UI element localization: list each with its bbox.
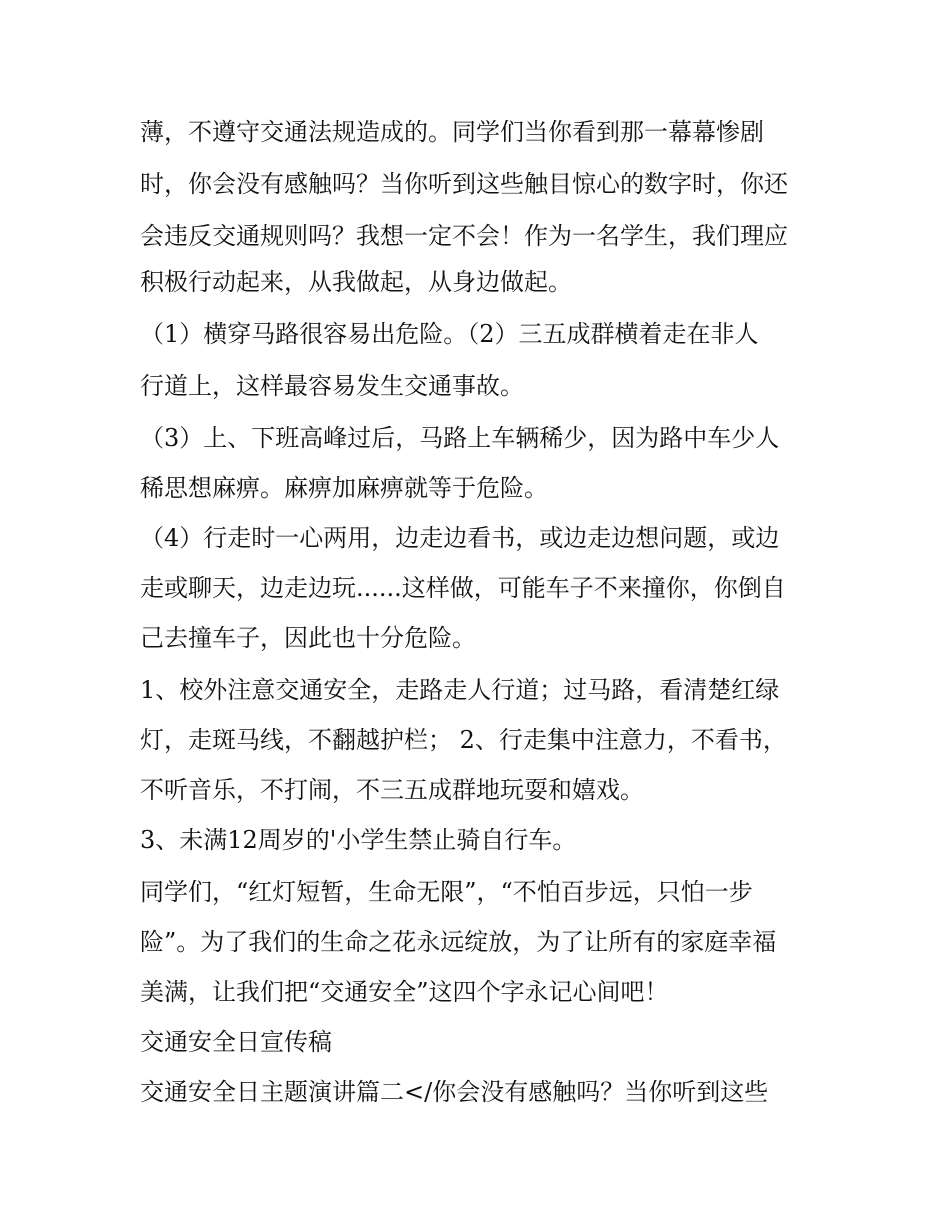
text-line: 1、校外注意交通安全，走路走人行道；过马路，看清楚红绿: [140, 676, 780, 704]
text-line: 3、未满12周岁的'小学生禁止骑自行车。: [140, 826, 577, 854]
section-title: 交通安全日宣传稿: [140, 1028, 332, 1056]
text-line: （1）横穿马路很容易出危险。（2）三五成群横着走在非人: [140, 320, 759, 348]
text-line: 稀思想麻痹。麻痹加麻痹就等于危险。: [140, 474, 548, 502]
text-line: 走或聊天，边走边玩......这样做，可能车子不来撞你，你倒自: [140, 574, 786, 602]
text-line: 美满，让我们把“交通安全”这四个字永记心间吧！: [140, 978, 669, 1006]
text-line: 积极行动起来，从我做起，从身边做起。: [140, 268, 572, 296]
text-line: 灯，走斑马线，不翻越护栏； 2、行走集中注意力，不看书，: [140, 726, 787, 754]
text-line: 不听音乐，不打闹，不三五成群地玩耍和嬉戏。: [140, 776, 644, 804]
text-line: 险”。为了我们的生命之花永远绽放，为了让所有的家庭幸福: [140, 928, 777, 956]
text-line: （3）上、下班高峰过后，马路上车辆稀少，因为路中车少人: [140, 424, 780, 452]
text-line: 交通安全日主题演讲篇二</你会没有感触吗？当你听到这些: [140, 1078, 769, 1106]
text-line: （4）行走时一心两用，边走边看书，或边走边想问题，或边: [140, 524, 780, 552]
text-line: 时，你会没有感触吗？当你听到这些触目惊心的数字时，你还: [140, 170, 788, 198]
text-line: 薄，不遵守交通法规造成的。同学们当你看到那一幕幕惨剧: [140, 118, 764, 146]
text-line: 会违反交通规则吗？我想一定不会！作为一名学生，我们理应: [140, 222, 788, 250]
text-line: 己去撞车子，因此也十分危险。: [140, 624, 476, 652]
text-line: 行道上，这样最容易发生交通事故。: [140, 372, 524, 400]
text-line: 同学们，“红灯短暂，生命无限”，“不怕百步远，只怕一步: [140, 878, 753, 906]
